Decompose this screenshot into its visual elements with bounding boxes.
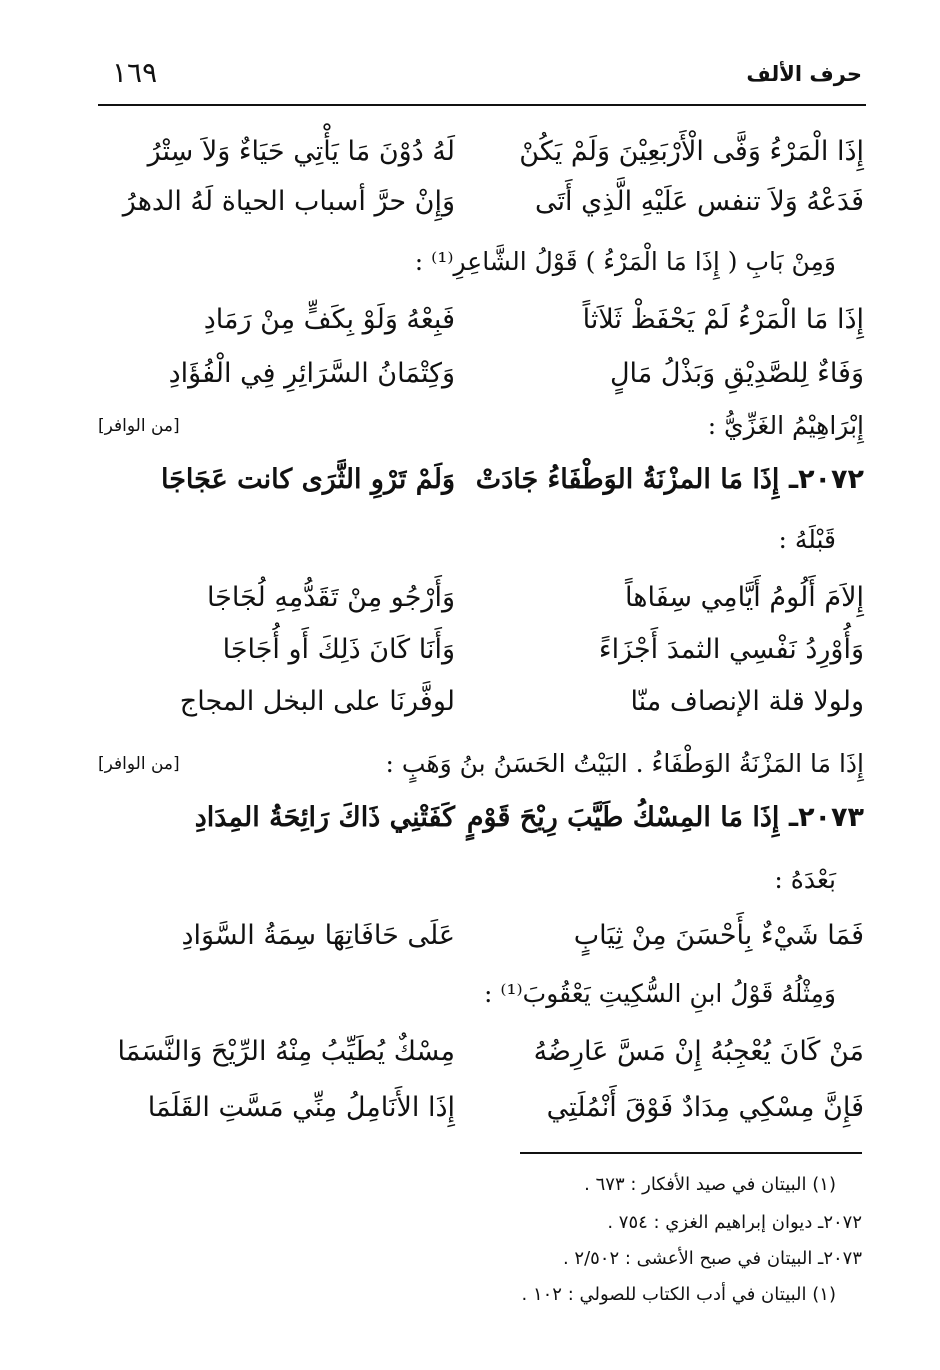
verse-second-hemistich: وَأَرْجُو مِنْ تَقَدُّمِهِ لُجَاجَا (206, 582, 455, 613)
verse-second-hemistich: إِذَا الأَنَامِلُ مِنِّي مَسَّتِ القَلَمَا (147, 1092, 455, 1123)
verse-second-hemistich: وَلَمْ تَرْوِ الثَّرَى كانت عَجَاجَا (161, 464, 455, 495)
page-number: ١٦٩ (112, 56, 158, 89)
footnote: ٢٠٧٣ـ البيتان في صبح الأعشى : ٢/٥٠٢ . (562, 1248, 862, 1269)
verse-first-hemistich: إِلاَمَ أَلُومُ أَيَّامِي سِفَاهاً (625, 582, 864, 613)
hemistich-text: إِذَا مَا المزْنَةُ الوَطْفَاءُ جَادَتْ (475, 464, 780, 495)
verse-first-hemistich: ولولا قلة الإنصاف منّا (630, 686, 864, 717)
verse-line (98, 680, 864, 724)
verse-first-hemistich: فَمَا شَيْءٌ بِأَحْسَنَ مِنْ ثِيَابٍ (573, 920, 864, 951)
verse-line (98, 130, 864, 174)
prose-line (98, 404, 864, 448)
prose-text: إِذَا مَا المَزْنَةُ الوَطْفَاءُ . البَيْتُ الحَسَنُ بنُ وَهَبٍ : (385, 749, 864, 778)
prose-text: بَعْدَهُ : (774, 865, 836, 894)
verse-first-hemistich: وَأُوْرِدُ نَفْسِي الثمدَ أَجْزَاءً (598, 634, 864, 665)
hemistich-text: إِذَا مَا المِسْكُ طَيَّبَ رِيْحَ قَوْمٍ (466, 802, 780, 833)
verse-second-hemistich: مِسْكٌ يُطَيِّبُ مِنْهُ الرِّيْحَ وَالنَّسَمَا (117, 1036, 455, 1067)
verse-line (98, 1086, 864, 1130)
verse-line (98, 628, 864, 672)
prose-line (98, 972, 864, 1016)
verse-line (98, 1030, 864, 1074)
verse-first-hemistich: مَنْ كَانَ يُعْجِبُهُ إِنْ مَسَّ عَارِضُهُ (533, 1036, 864, 1067)
verse-first-hemistich: فَإِنَّ مِسْكِي مِدَادٌ فَوْقَ أَنْمُلَتِي (546, 1092, 864, 1123)
verse-line (98, 180, 864, 224)
verse-second-hemistich: فَبِعْهُ وَلَوْ بِكَفٍّ مِنْ رَمَادِ (203, 304, 455, 335)
meter-tag: [من الوافر] (98, 416, 180, 436)
verse-first-hemistich (475, 458, 864, 502)
prose-text: وَمِنْ بَابِ ( إِذَا مَا الْمَرْءُ ) قَوْلُ الشَّاعِرِ⁽¹⁾ : (414, 247, 836, 276)
prose-line (98, 742, 864, 786)
footnote-rule (520, 1152, 862, 1154)
verse-line (98, 298, 864, 342)
prose-line (98, 518, 864, 562)
numbered-verse-line (98, 796, 864, 840)
verse-line (98, 576, 864, 620)
running-header-title: حرف الألف (746, 62, 862, 86)
prose-line (98, 858, 864, 902)
header-rule (98, 104, 866, 106)
verse-line (98, 914, 864, 958)
verse-number: ٢٠٧٣ـ (788, 802, 864, 833)
prose-line (98, 240, 864, 284)
numbered-verse-line (98, 458, 864, 502)
verse-first-hemistich (466, 796, 864, 840)
poet-name: إِبْرَاهِيْمُ الغَزِّيُّ : (707, 411, 864, 440)
verse-line (98, 352, 864, 396)
verse-second-hemistich: وَأَنَا كَانَ ذَلِكَ أَو أُجَاجَا (222, 634, 455, 665)
footnote: ٢٠٧٢ـ ديوان إبراهيم الغزي : ٧٥٤ . (607, 1212, 862, 1233)
prose-text: قَبْلَهُ : (778, 525, 836, 554)
meter-tag: [من الوافر] (98, 754, 180, 774)
verse-second-hemistich: كَفَتْنِي ذَاكَ رَائِحَةُ المِدَادِ (194, 802, 455, 833)
footnote: (١) البيتان في أدب الكتاب للصولي : ١٠٢ . (521, 1284, 836, 1305)
verse-first-hemistich: إِذَا الْمَرْءُ وَفَّى الْأَرْبَعِيْنَ وَلَمْ يَكُنْ (519, 136, 864, 167)
verse-second-hemistich: عَلَى حَافَاتِهَا سِمَةُ السَّوَادِ (181, 920, 455, 951)
verse-first-hemistich: وَفَاءٌ لِلصَّدِيْقِ وَبَذْلُ مَالٍ (609, 358, 864, 389)
verse-first-hemistich: فَدَعْهُ وَلاَ تنفس عَلَيْهِ الَّذِي أَتَى (535, 186, 864, 217)
prose-text: وَمِثْلُهُ قَوْلُ ابنِ السُّكِيتِ يَعْقُوبَ⁽¹⁾ : (483, 979, 836, 1008)
verse-first-hemistich: إِذَا مَا الْمَرْءُ لَمْ يَحْفَظْ ثَلاَثاً (582, 304, 864, 335)
footnote: (١) البيتان في صيد الأفكار : ٦٧٣ . (584, 1174, 836, 1195)
verse-number: ٢٠٧٢ـ (788, 464, 864, 495)
verse-second-hemistich: وَكِتْمَانُ السَّرَائِرِ فِي الْفُؤَادِ (168, 358, 455, 389)
verse-second-hemistich: لَهُ دُوْنَ مَا يَأْتِي حَيَاءٌ وَلاَ سِتْرُ (147, 136, 455, 167)
verse-second-hemistich: لوفَّرنَا على البخل المجاج (179, 686, 455, 717)
verse-second-hemistich: وَإِنْ حرَّ أسباب الحياة لَهُ الدهرُ (122, 186, 455, 217)
